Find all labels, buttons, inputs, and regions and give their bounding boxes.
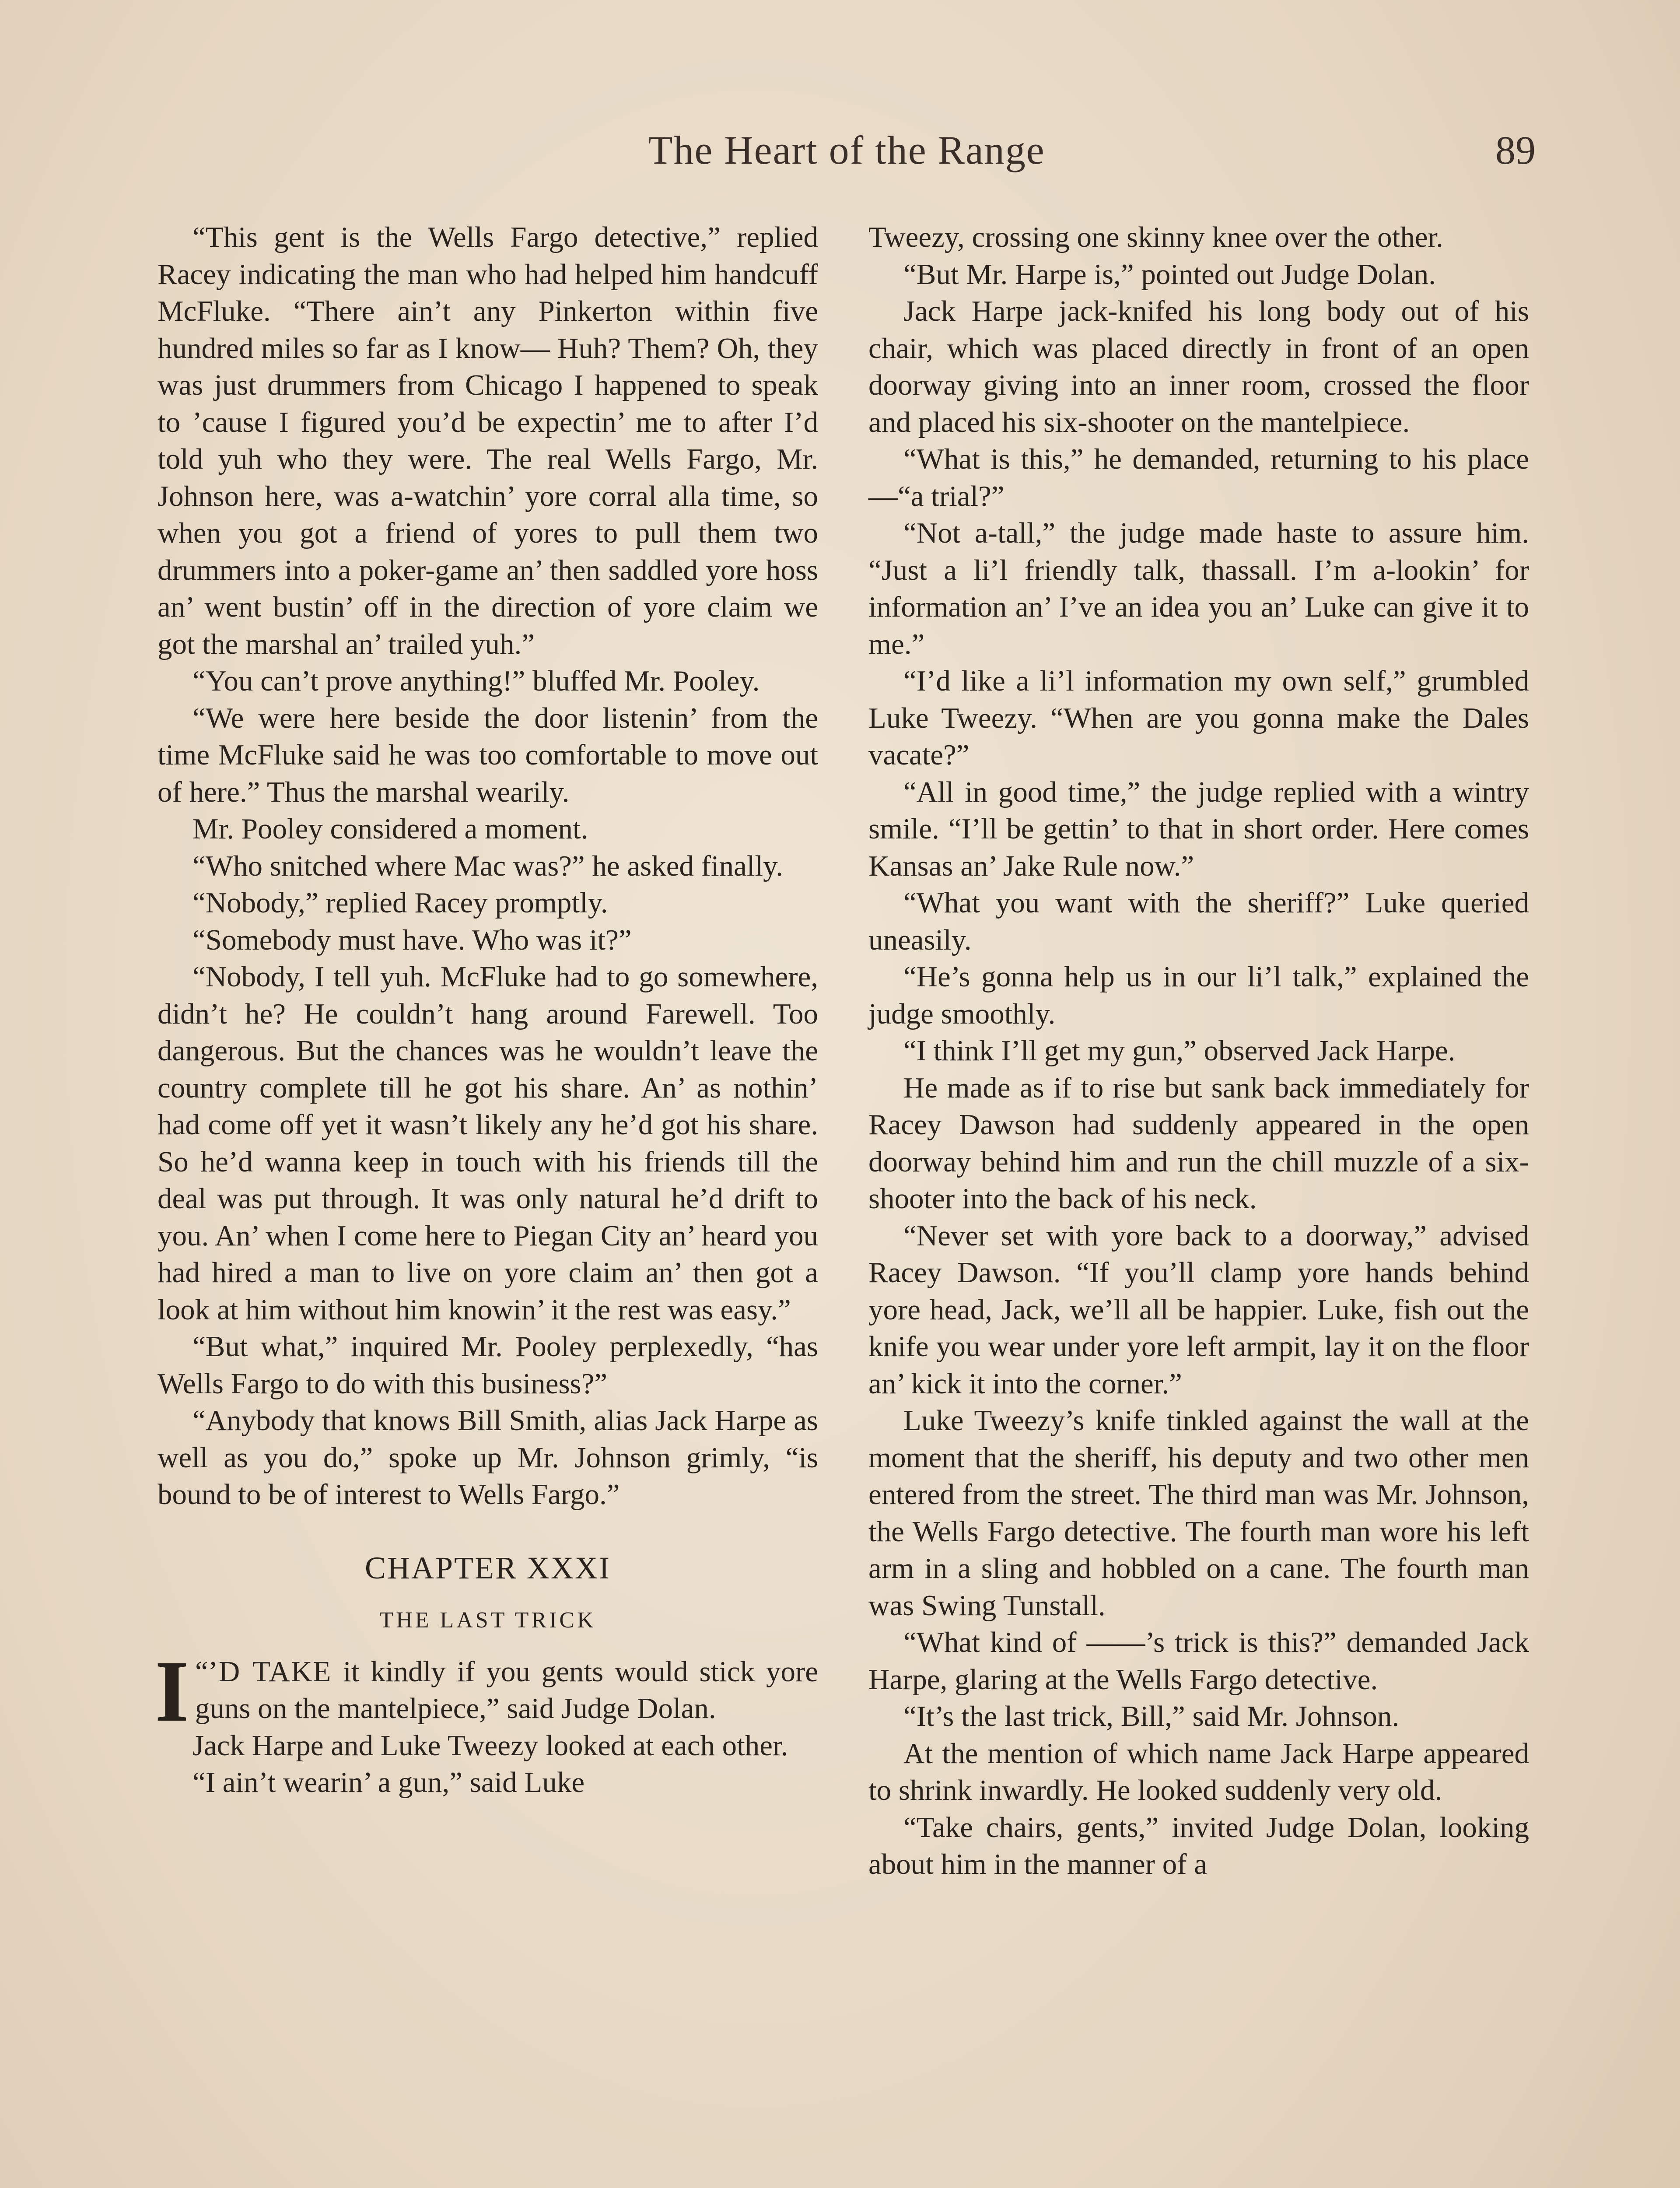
paragraph: “Nobody,” replied Racey promptly. (192, 887, 608, 919)
paragraph: At the mention of which name Jack Harpe appeared to shrink inwardly. He looked suddenly very old. (868, 1737, 1529, 1806)
paragraph: “Nobody, I tell yuh. McFluke had to go somewhere, didn’t he? He couldn’t hang around Farewell. Too dangerous. But the chances was he wouldn’t leave the country complete till he got his share. An’ as nothin’ had come off yet it wasn’t likely any he’d got his share. So he’d wanna keep in touch with his friends till the deal was put through. It was only natural he’d drift to you. An’ when I come here to Piegan City an’ heard you had hired a man to live on yore claim an’ then got a look at him without him knowin’ it the rest was easy.” (158, 961, 818, 1326)
paragraph: “What kind of ——’s trick is this?” demanded Jack Harpe, glaring at the Wells Fargo detective. (868, 1626, 1529, 1696)
paragraph: “Never set with yore back to a doorway,” advised Racey Dawson. “If you’ll clamp yore hands behind yore head, Jack, we’ll all be happier. Luke, fish out the knife you wear under yore left armpit, lay it on the floor an’ kick it into the corner.” (868, 1219, 1529, 1400)
chapter-opening-paragraph (155, 1643, 819, 1740)
drop-cap: I (155, 1643, 189, 1740)
paragraph: “Somebody must have. Who was it?” (192, 923, 632, 956)
running-title: The Heart of the Range (648, 128, 1045, 172)
page-number: 89 (1495, 128, 1536, 172)
paragraph: “All in good time,” the judge replied with a wintry smile. “I’ll be gettin’ to that in short order. Here comes Kansas an’ Jake Rule now.” (868, 775, 1529, 882)
opening-quote: “ (195, 1655, 208, 1688)
paragraph: “It’s the last trick, Bill,” said Mr. Johnson. (903, 1700, 1400, 1732)
paragraph: “I’d like a li’l information my own self,” grumbled Luke Tweezy. “When are you gonna make the Dales vacate?” (868, 665, 1529, 771)
paragraph: “I ain’t wearin’ a gun,” said Luke (192, 1766, 585, 1799)
chapter-heading: CHAPTER XXXI (364, 1550, 611, 1585)
paragraph: “What you want with the sheriff?” Luke queried uneasily. (868, 887, 1529, 956)
paragraph: “I think I’ll get my gun,” observed Jack Harpe. (903, 1034, 1456, 1067)
paragraph: “You can’t prove anything!” bluffed Mr. Pooley. (192, 665, 760, 697)
paragraph: Mr. Pooley considered a moment. (192, 813, 588, 845)
paragraph: Jack Harpe and Luke Tweezy looked at each other. (192, 1729, 788, 1762)
paragraph: Jack Harpe jack-knifed his long body out of his chair, which was placed directly in front of an open doorway giving into an inner room, crossed the floor and placed his six-shooter on the mantelpiece. (868, 295, 1529, 438)
paragraph: “Anybody that knows Bill Smith, alias Jack Harpe as well as you do,” spoke up Mr. Johnson grimly, “is bound to be of interest to Wells Fargo.” (158, 1404, 818, 1511)
opening-smallcaps: ’D TAKE (208, 1655, 332, 1688)
paragraph: “But what,” inquired Mr. Pooley perplexedly, “has Wells Fargo to do with this business?” (158, 1330, 818, 1400)
paragraph: “Not a-tall,” the judge made haste to assure him. “Just a li’l friendly talk, thassall. I’m a-lookin’ for information an’ I’ve an idea you an’ Luke can give it to me.” (868, 517, 1529, 660)
paragraph: Luke Tweezy’s knife tinkled against the wall at the moment that the sheriff, his deputy and two other men entered from the street. The third man was Mr. Johnson, the Wells Fargo detective. The fourth man wore his left arm in a sling and hobbled on a cane. The fourth man was Swing Tunstall. (868, 1404, 1529, 1622)
left-column (155, 219, 819, 1801)
paragraph: “Who snitched where Mac was?” he asked finally. (192, 849, 783, 882)
page-header (158, 127, 1536, 184)
paragraph: “We were here beside the door listenin’ from the time McFluke said he was too comfortable to move out of here.” Thus the marshal wearily. (158, 701, 818, 808)
chapter-subtitle: THE LAST TRICK (379, 1607, 596, 1633)
paragraph: “He’s gonna help us in our li’l talk,” explained the judge smoothly. (868, 961, 1529, 1030)
right-column (868, 219, 1529, 1883)
opening-text: it kindly if you gents would stick yore guns on the mantelpiece,” said Judge Dolan. (195, 1655, 819, 1725)
continued-paragraph: Tweezy, crossing one skinny knee over the other. (868, 221, 1443, 253)
paragraph: “But Mr. Harpe is,” pointed out Judge Dolan. (903, 258, 1436, 291)
paragraph: He made as if to rise but sank back immediately for Racey Dawson had suddenly appeared in the open doorway behind him and run the chill muzzle of a six-shooter into the back of his neck. (868, 1071, 1529, 1215)
paragraph: “What is this,” he demanded, returning to his place—“a trial?” (868, 443, 1529, 512)
paragraph: “Take chairs, gents,” invited Judge Dolan, looking about him in the manner of a (868, 1811, 1529, 1880)
paragraph: “This gent is the Wells Fargo detective,” replied Racey indicating the man who had helped him handcuff McFluke. “There ain’t any Pinkerton within five hundred miles so far as I know— Huh? Them? Oh, they was just drummers from Chicago I happened to speak to ’cause I figured you’d be expectin’ me to after I’d told yuh who they were. The real Wells Fargo, Mr. Johnson here, was a-watchin’ yore corral alla time, so when you got a friend of yores to pull them two drummers into a poker-game an’ then saddled yore hoss an’ went bustin’ off in the direction of yore claim we got the marshal an’ trailed yuh.” (158, 221, 818, 660)
